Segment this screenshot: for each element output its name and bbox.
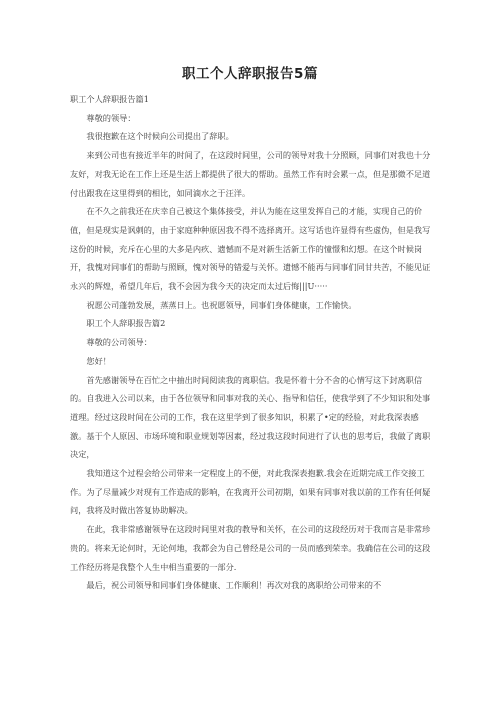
salutation-2: 尊敬的公司领导： <box>86 337 152 348</box>
document-body <box>70 90 432 595</box>
greeting: 您好！ <box>86 355 111 366</box>
page-title: 职工个人辞职报告5篇 <box>182 66 318 82</box>
paragraph: 我很抱歉在这个时候向公司提出了辞职。 <box>86 131 234 142</box>
paragraph: 在此，我非常感谢领导在这段时间里对我的教导和关怀，在公司的这段经历对于我而言是非常珍贵的。将来无论何时，无论何地，我都会为自己曾经是公司的一员而感到荣幸。我确信在公司的这段工作经历将是我整个人生中相当重要的一部分. <box>70 524 431 572</box>
section-heading-1: 职工个人辞职报告篇1 <box>70 94 149 104</box>
paragraph: 首先感谢领导在百忙之中抽出时间阅读我的离职信。我是怀着十分不舍的心情写这下封离职信的。自我进入公司以来，由于各位领导和同事对我的关心、指导和信任，使我学到了不少知识和处事道理。经过这段时间在公司的工作，我在这里学到了很多知识，积累了•定的经验，对此我深表感激。基于个人原因、市场环境和职业规划等因素，经过我这段时间进行了认也的思考后，我做了离职决定， <box>70 374 431 460</box>
paragraph: 最后，祝公司领导和同事们身体健康、工作顺利！再次对我的离职给公司带来的不 <box>86 580 382 591</box>
paragraph: 祝愿公司蓬勃发展，蒸蒸日上。也祝愿领导，同事们身体健康，工作愉快。 <box>86 299 357 310</box>
paragraph: 在不久之前我还在庆幸自己被这个集体接受，并认为能在这里发挥自己的才能，实现自己的价值，但是现实是讽刺的，由于家庭种种原因我不得不选择离开。这写话也许显得有些虚伪，但是我写这份的时候，充斥在心里的大多是内疚、遗憾而不是对新生活新工作的憧憬和幻想。在这个时候岗开，我愧对同事们的帮助与照顾，愧对领导的错爱与关怀。遗憾不能再与同事们同甘共苦，不能见证永兴的辉煌，希望几年后，我不会因为我今天的决定而太过后悔|||U····· <box>70 206 431 292</box>
paragraph: 来到公司也有接近半年的时间了，在这段时间里，公司的领导对我十分照顾，同事们对我也十分友好，对我无论在工作上还是生活上都提供了很大的帮助。虽然工作有时会累一点，但是那微不足道付出跟我在这里得到的相比，如同滴水之于汪洋。 <box>70 150 431 198</box>
paragraph: 我知道这个过程会给公司带来一定程度上的不便，对此我深表抱歉.我会在近期完成工作交接工作。为了尽量减少对现有工作造成的影响，在我离开公司初期，如果有同事对我以前的工作有任何疑问，我将及时做出答复协助解决。 <box>70 468 431 516</box>
salutation-1: 尊敬的领导： <box>86 112 136 123</box>
section-heading-2: 职工个人辞职报告篇2 <box>86 318 166 329</box>
